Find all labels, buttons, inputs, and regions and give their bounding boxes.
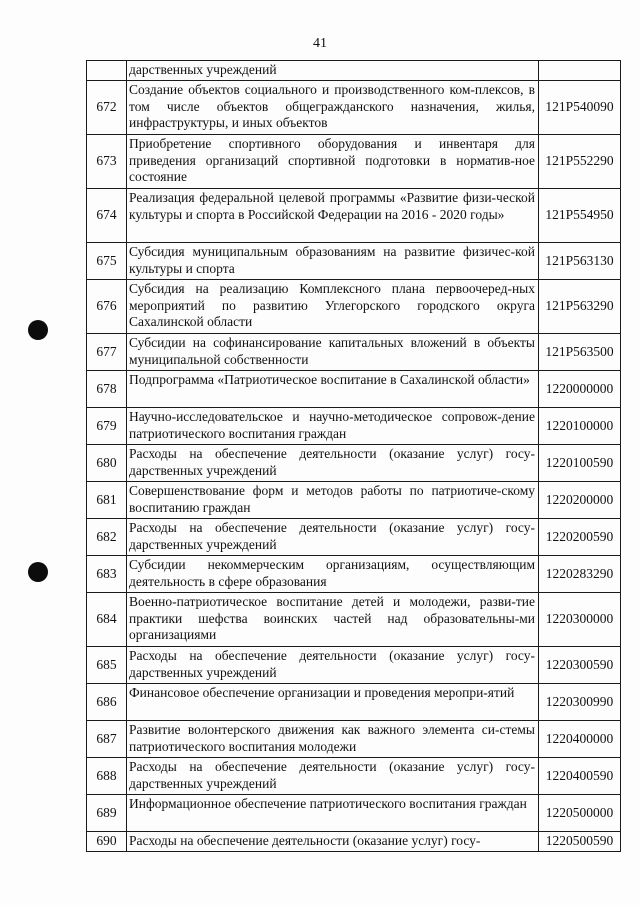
table-row bbox=[87, 408, 621, 445]
table-row bbox=[87, 482, 621, 519]
table-row bbox=[87, 519, 621, 556]
row-code: 121P563130 bbox=[539, 243, 621, 280]
row-description: Создание объектов социального и производственного ком-плексов, в том числе объектов общегражданского назначения, жилья, инфраструктуры, и иных объектов bbox=[127, 81, 539, 135]
row-description: Расходы на обеспечение деятельности (оказание услуг) госу-дарственных учреждений bbox=[127, 445, 539, 482]
row-code: 1220300990 bbox=[539, 684, 621, 721]
table-row bbox=[87, 189, 621, 243]
binding-hole bbox=[28, 562, 48, 582]
row-code: 1220200000 bbox=[539, 482, 621, 519]
row-code: 1220500000 bbox=[539, 795, 621, 832]
row-number: 689 bbox=[87, 795, 127, 832]
row-description: Военно-патриотическое воспитание детей и молодежи, разви-тие практики шефства воинских частей над образовательны-ми организациями bbox=[127, 593, 539, 647]
table-row bbox=[87, 81, 621, 135]
row-code: 1220300590 bbox=[539, 647, 621, 684]
table-row bbox=[87, 832, 621, 852]
table-row bbox=[87, 647, 621, 684]
row-description: Научно-исследовательское и научно-методическое сопровож-дение патриотического воспитания граждан bbox=[127, 408, 539, 445]
table-row bbox=[87, 593, 621, 647]
row-description: Информационное обеспечение патриотического воспитания граждан bbox=[127, 795, 539, 832]
binding-hole bbox=[28, 320, 48, 340]
row-description: Субсидия муниципальным образованиям на развитие физичес-кой культуры и спорта bbox=[127, 243, 539, 280]
table-row bbox=[87, 556, 621, 593]
table-body bbox=[87, 61, 621, 852]
row-description: Расходы на обеспечение деятельности (оказание услуг) госу- bbox=[127, 832, 539, 852]
row-number: 678 bbox=[87, 371, 127, 408]
row-code: 121P563500 bbox=[539, 334, 621, 371]
table-row bbox=[87, 445, 621, 482]
row-number: 683 bbox=[87, 556, 127, 593]
row-number: 674 bbox=[87, 189, 127, 243]
row-code: 1220400590 bbox=[539, 758, 621, 795]
row-description: Субсидии на софинансирование капитальных вложений в объекты муниципальной собственности bbox=[127, 334, 539, 371]
row-description: Субсидия на реализацию Комплексного плана первоочеред-ных мероприятий по развитию Углегорского городского округа Сахалинской области bbox=[127, 280, 539, 334]
row-number: 685 bbox=[87, 647, 127, 684]
row-number: 680 bbox=[87, 445, 127, 482]
row-number: 690 bbox=[87, 832, 127, 852]
row-number: 673 bbox=[87, 135, 127, 189]
row-code: 1220500590 bbox=[539, 832, 621, 852]
row-code: 1220300000 bbox=[539, 593, 621, 647]
table-row bbox=[87, 280, 621, 334]
table-row bbox=[87, 243, 621, 280]
row-code: 1220400000 bbox=[539, 721, 621, 758]
row-code bbox=[539, 61, 621, 81]
row-code: 1220000000 bbox=[539, 371, 621, 408]
table-row bbox=[87, 135, 621, 189]
row-number: 677 bbox=[87, 334, 127, 371]
row-number: 679 bbox=[87, 408, 127, 445]
row-description: дарственных учреждений bbox=[127, 61, 539, 81]
row-description: Совершенствование форм и методов работы по патриотиче-скому воспитанию граждан bbox=[127, 482, 539, 519]
row-number: 687 bbox=[87, 721, 127, 758]
row-code: 1220100000 bbox=[539, 408, 621, 445]
row-number: 688 bbox=[87, 758, 127, 795]
row-code: 1220283290 bbox=[539, 556, 621, 593]
row-description: Приобретение спортивного оборудования и инвентаря для приведения организаций спортивной подготовки в норматив-ное состояние bbox=[127, 135, 539, 189]
row-number: 682 bbox=[87, 519, 127, 556]
row-description: Расходы на обеспечение деятельности (оказание услуг) госу-дарственных учреждений bbox=[127, 758, 539, 795]
row-description: Расходы на обеспечение деятельности (оказание услуг) госу-дарственных учреждений bbox=[127, 519, 539, 556]
row-code: 1220100590 bbox=[539, 445, 621, 482]
row-number: 675 bbox=[87, 243, 127, 280]
table-row bbox=[87, 795, 621, 832]
row-description: Развитие волонтерского движения как важного элемента си-стемы патриотического воспитания молодежи bbox=[127, 721, 539, 758]
row-number: 676 bbox=[87, 280, 127, 334]
table-row bbox=[87, 371, 621, 408]
row-code: 121P554950 bbox=[539, 189, 621, 243]
row-number: 686 bbox=[87, 684, 127, 721]
row-description: Расходы на обеспечение деятельности (оказание услуг) госу-дарственных учреждений bbox=[127, 647, 539, 684]
row-description: Подпрограмма «Патриотическое воспитание в Сахалинской области» bbox=[127, 371, 539, 408]
row-number: 681 bbox=[87, 482, 127, 519]
row-description: Субсидии некоммерческим организациям, осуществляющим деятельность в сфере образования bbox=[127, 556, 539, 593]
row-description: Финансовое обеспечение организации и проведения меропри-ятий bbox=[127, 684, 539, 721]
table-row bbox=[87, 61, 621, 81]
row-number bbox=[87, 61, 127, 81]
page-number: 41 bbox=[313, 36, 327, 51]
budget-code-table bbox=[86, 60, 621, 852]
row-code: 1220200590 bbox=[539, 519, 621, 556]
row-number: 672 bbox=[87, 81, 127, 135]
row-description: Реализация федеральной целевой программы «Развитие физи-ческой культуры и спорта в Российской Федерации на 2016 - 2020 годы» bbox=[127, 189, 539, 243]
row-code: 121P563290 bbox=[539, 280, 621, 334]
row-code: 121P552290 bbox=[539, 135, 621, 189]
table-row bbox=[87, 684, 621, 721]
row-code: 121P540090 bbox=[539, 81, 621, 135]
table-row bbox=[87, 758, 621, 795]
table-row bbox=[87, 334, 621, 371]
row-number: 684 bbox=[87, 593, 127, 647]
table-row bbox=[87, 721, 621, 758]
